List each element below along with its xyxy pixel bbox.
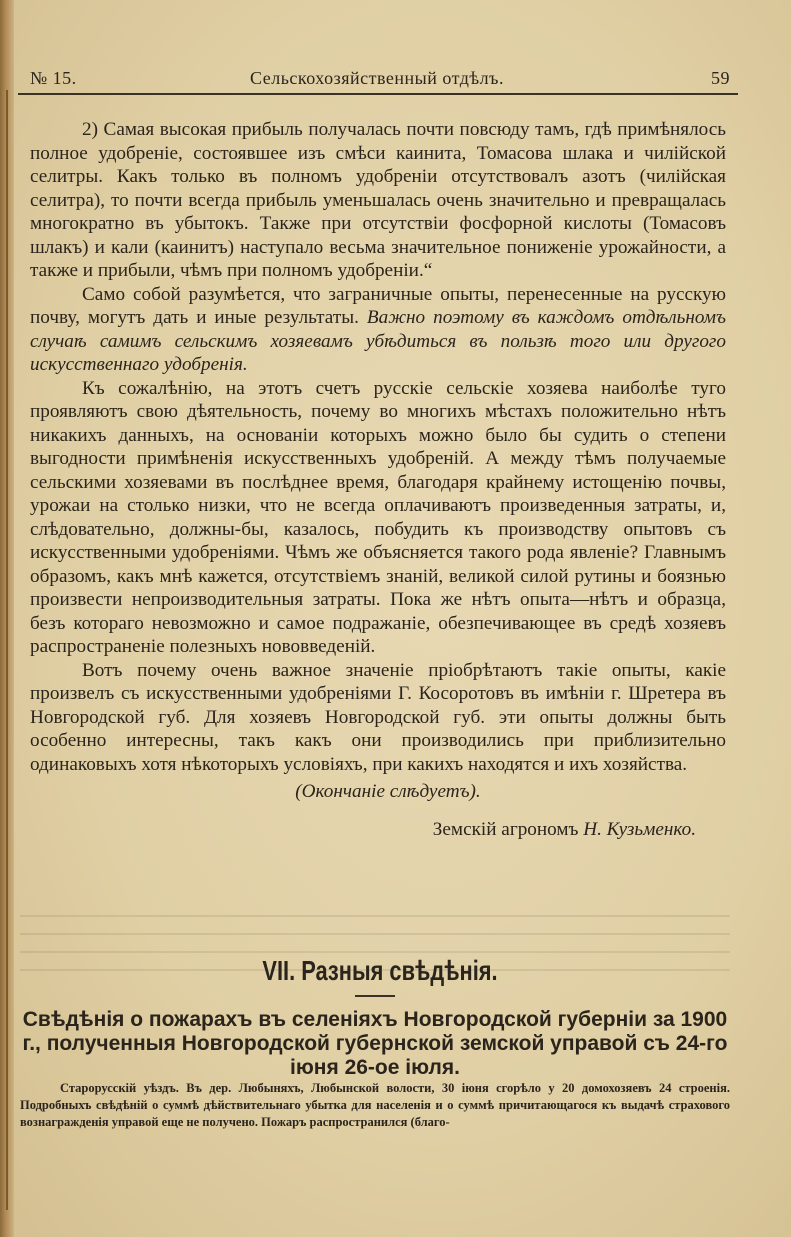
section-heading: VII. Разныя свѣдѣнія. xyxy=(262,955,498,986)
continuation-note: (Окончаніе слѣдуетъ). xyxy=(295,781,481,802)
page-number: 59 xyxy=(711,68,730,88)
spine-binding-line xyxy=(6,90,8,1210)
issue-number: № 15. xyxy=(30,68,77,88)
article-body xyxy=(30,118,726,841)
paragraph-2-plain: Само собой разумѣется, что заграничные опыты, перенесенные на русскую почву, могутъ дать и иные результаты. xyxy=(30,283,726,328)
author-signature xyxy=(30,818,726,842)
author-role: Земскій агрономъ xyxy=(432,818,579,840)
paragraph-2-italic: Важно поэтому въ каждомъ отдѣльномъ случаѣ самимъ сельскимъ хозяевамъ убѣдиться въ пользѣ того или другого искусственнаго удобренія. xyxy=(30,307,726,375)
header-rule xyxy=(18,93,738,95)
paragraph-1: 2) Самая высокая прибыль получалась почти повсюду тамъ, гдѣ примѣнялось полное удобреніе, состоявшее изъ смѣси каинита, Томасова шлака и чилійской селитры. Какъ только въ полномъ удобреніи отсутствовалъ азотъ (чилійская селитра), то почти всегда прибыль уменьшалась очень значительно и превращалась многократно въ убытокъ. Также при отсутствіи фосфорной кислоты (Томасовъ шлакъ) и кали (каинитъ) наступало весьма значительное пониженіе урожайности, а также и прибыли, чѣмъ при полномъ удобреніи.“ xyxy=(30,119,726,281)
paragraph-4: Вотъ почему очень важное значеніе пріобрѣтаютъ такіе опыты, какіе произвелъ съ искусственными удобреніями Г. Косоротовъ въ имѣніи г. Шретера въ Новгородской губ. Для хозяевъ Новгородской губ. эти опыты должны быть особенно интересны, такъ какъ они производились при приблизительно одинаковыхъ хотя нѣкоторыхъ условіяхъ, при какихъ находятся и ихъ хозяйства. xyxy=(30,659,726,775)
section-rule xyxy=(355,995,395,997)
paragraph-2 xyxy=(30,283,726,377)
fire-report-text xyxy=(20,1080,730,1131)
section-running-title: Сельскохозяйственный отдѣлъ. xyxy=(250,68,504,88)
paragraph-3: Къ сожалѣнію, на этотъ счетъ русскіе сельскіе хозяева наиболѣе туго проявляютъ свою дѣятельность, почему во многихъ мѣстахъ положительно нѣтъ никакихъ данныхъ, на основаніи которыхъ можно было бы судить о степени выгодности примѣненія искусственныхъ удобреній. А между тѣмъ получаемые сельскими хозяевами въ послѣднее время, благодаря крайнему истощенію почвы, урожаи на столько низки, что не всегда оплачиваютъ произведенныя затраты, и, слѣдовательно, должны-бы, казалось, побудить къ производству опытовъ съ искусственными удобреніями. Чѣмъ же объясняется такого рода явленіе? Главнымъ образомъ, какъ мнѣ кажется, отсутствіемъ знаній, великой силой рутины и боязнью произвести непроизводительныя затраты. Пока же нѣтъ опыта—нѣтъ и образца, безъ котораго невозможно и самое подражаніе, обезпечивающее въ средѣ хозяевъ распространеніе полезныхъ нововведеній. xyxy=(30,377,726,657)
page-header xyxy=(30,68,730,92)
author-name: Н. Кузьменко. xyxy=(583,818,696,840)
fire-report-paragraph: Старорусскій уѣздъ. Въ дер. Любыняхъ, Любынской волости, 30 іюня сгорѣло у 20 домохозяевъ 24 строенія. Подробныхъ свѣдѣній о суммѣ дѣйствительнаго убытка для населенія и о суммѣ причитающагося къ выдачѣ страхового вознагражденія управой еще не получено. Пожаръ распространился (благо- xyxy=(20,1081,730,1129)
subsection-heading: Свѣдѣнія о пожарахъ въ селеніяхъ Новгородской губерніи за 1900 г., полученныя Новгородской губернской земской управой съ 24-го іюня 26-ое іюля. xyxy=(22,1008,728,1079)
